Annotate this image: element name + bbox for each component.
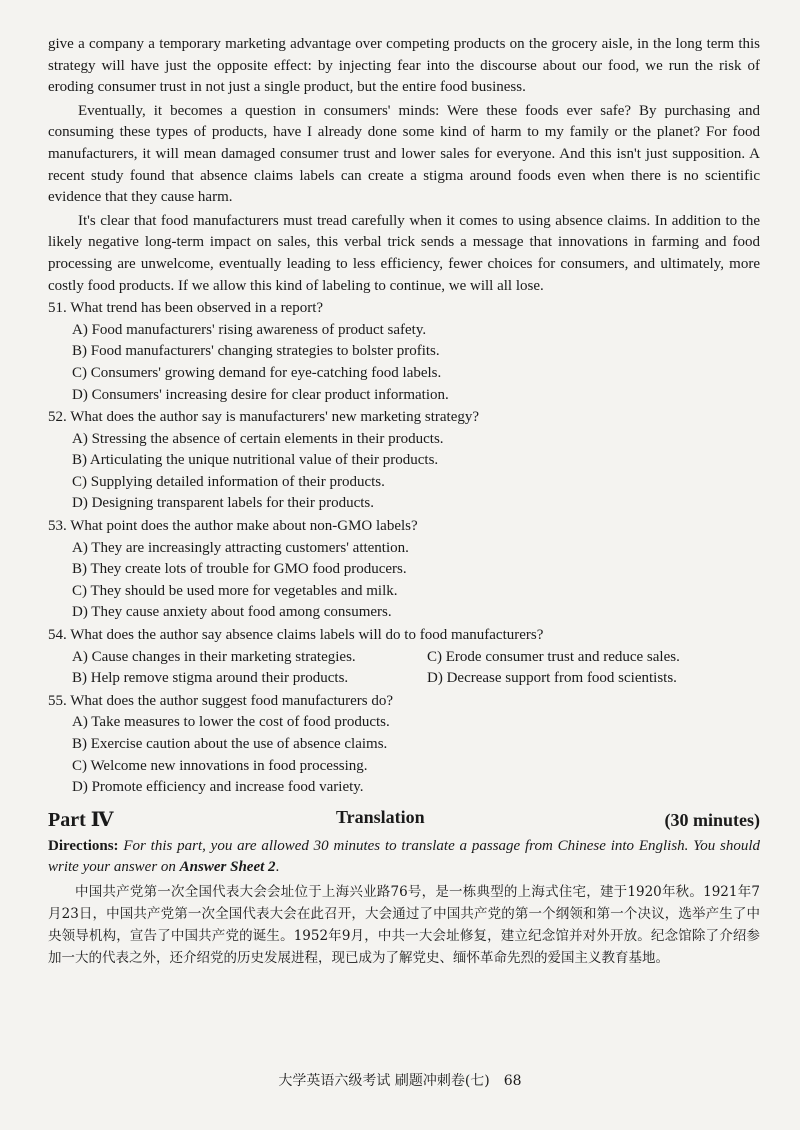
question-53 bbox=[48, 516, 760, 624]
question-stem: 53. What point does the author make about non-GMO labels? bbox=[48, 518, 418, 535]
part-label: Part Ⅳ bbox=[48, 808, 114, 831]
question-52 bbox=[48, 407, 760, 515]
option-b: B) Articulating the unique nutritional value of their products. bbox=[72, 452, 439, 469]
option-b: B) Food manufacturers' changing strategies to bolster profits. bbox=[72, 343, 440, 360]
option-d: D) Designing transparent labels for their products. bbox=[72, 495, 374, 512]
passage-paragraph-1: give a company a temporary marketing advantage over competing products on the grocery aisle, in the long term this strategy will have just the opposite effect: by injecting fear into the discourse about our food, we run the risk of eroding consumer trust in not just a single product, but the entire food business. bbox=[48, 36, 760, 96]
option-c: C) Supplying detailed information of their products. bbox=[72, 473, 385, 490]
option-a: A) Take measures to lower the cost of food products. bbox=[72, 714, 390, 731]
exam-page bbox=[48, 34, 760, 969]
option-c: C) Consumers' growing demand for eye-catching food labels. bbox=[72, 364, 442, 381]
option-c: C) Erode consumer trust and reduce sales. bbox=[427, 648, 680, 665]
question-stem: 54. What does the author say absence claims labels will do to food manufacturers? bbox=[48, 627, 544, 644]
option-b: B) They create lots of trouble for GMO food producers. bbox=[72, 561, 407, 578]
question-stem: 51. What trend has been observed in a report? bbox=[48, 300, 324, 317]
question-55 bbox=[48, 691, 760, 799]
option-a: A) Stressing the absence of certain elements in their products. bbox=[72, 430, 444, 447]
part-time: (30 minutes) bbox=[664, 809, 760, 830]
option-d: D) Promote efficiency and increase food variety. bbox=[72, 779, 364, 796]
option-b: B) Exercise caution about the use of absence claims. bbox=[72, 736, 388, 752]
option-b: B) Help remove stigma around their products. bbox=[72, 670, 349, 687]
directions-lead: Directions: bbox=[48, 837, 119, 854]
part-title: Translation bbox=[336, 806, 425, 827]
directions-end: . bbox=[275, 859, 280, 876]
option-a: A) They are increasingly attracting customers' attention. bbox=[72, 539, 409, 556]
question-51 bbox=[48, 298, 760, 406]
page-footer: 大学英语六级考试 刷题冲刺卷(七) 68 bbox=[278, 1073, 522, 1089]
option-a: A) Food manufacturers' rising awareness of product safety. bbox=[72, 321, 427, 338]
question-54 bbox=[48, 625, 760, 690]
answer-sheet-ref: Answer Sheet 2 bbox=[179, 859, 276, 876]
part-heading bbox=[48, 807, 760, 832]
question-stem: 52. What does the author say is manufacturers' new marketing strategy? bbox=[48, 409, 480, 426]
translation-passage: 中国共产党第一次全国代表大会会址位于上海兴业路76号，是一栋典型的上海式住宅，建于1920年秋。1921年7月23日，中国共产党第一次全国代表大会在此召开，大会通过了中国共产党的第一个纲领和第一个决议，选举产生了中央领导机构，宣告了中国共产党的诞生。1952年9月，中共一大会址修复，建立纪念馆并对外开放。纪念馆除了介绍参加一大的代表之外，还介绍党的历史发展进程，现已成为了解党史、缅怀革命先烈的爱国主义教育基地。 bbox=[48, 883, 760, 966]
option-a: A) Cause changes in their marketing strategies. bbox=[72, 648, 356, 665]
option-row-1 bbox=[72, 647, 760, 669]
option-c: C) They should be used more for vegetables and milk. bbox=[72, 582, 398, 599]
question-stem: 55. What does the author suggest food manufacturers do? bbox=[48, 692, 394, 709]
passage-paragraph-2: Eventually, it becomes a question in consumers' minds: Were these foods ever safe? By purchasing and consuming these types of products, have I already done some kind of harm to my family or the planet? For food manufacturers, it will mean damaged consumer trust and lower sales for everyone. And this isn't just supposition. A recent study found that absence claims labels can create a stigma around foods even when there is no scientific evidence that they cause harm. bbox=[48, 102, 760, 206]
option-row-2 bbox=[72, 668, 760, 690]
option-d: D) They cause anxiety about food among consumers. bbox=[72, 604, 392, 621]
directions-body: For this part, you are allowed 30 minutes to translate a passage from Chinese into English. You should write your answer on bbox=[48, 837, 760, 876]
option-d: D) Consumers' increasing desire for clear product information. bbox=[72, 386, 449, 403]
option-d: D) Decrease support from food scientists. bbox=[427, 670, 677, 687]
option-c: C) Welcome new innovations in food processing. bbox=[72, 757, 368, 774]
directions bbox=[48, 836, 760, 879]
passage-paragraph-3: It's clear that food manufacturers must tread carefully when it comes to using absence claims. In addition to the likely negative long-term impact on sales, this verbal trick sends a message that innovations in farming and food processing are unwelcome, eventually leading to less efficiency, fewer choices for consumers, and ultimately, more costly food products. If we allow this kind of labeling to continue, we will all lose. bbox=[48, 212, 760, 294]
